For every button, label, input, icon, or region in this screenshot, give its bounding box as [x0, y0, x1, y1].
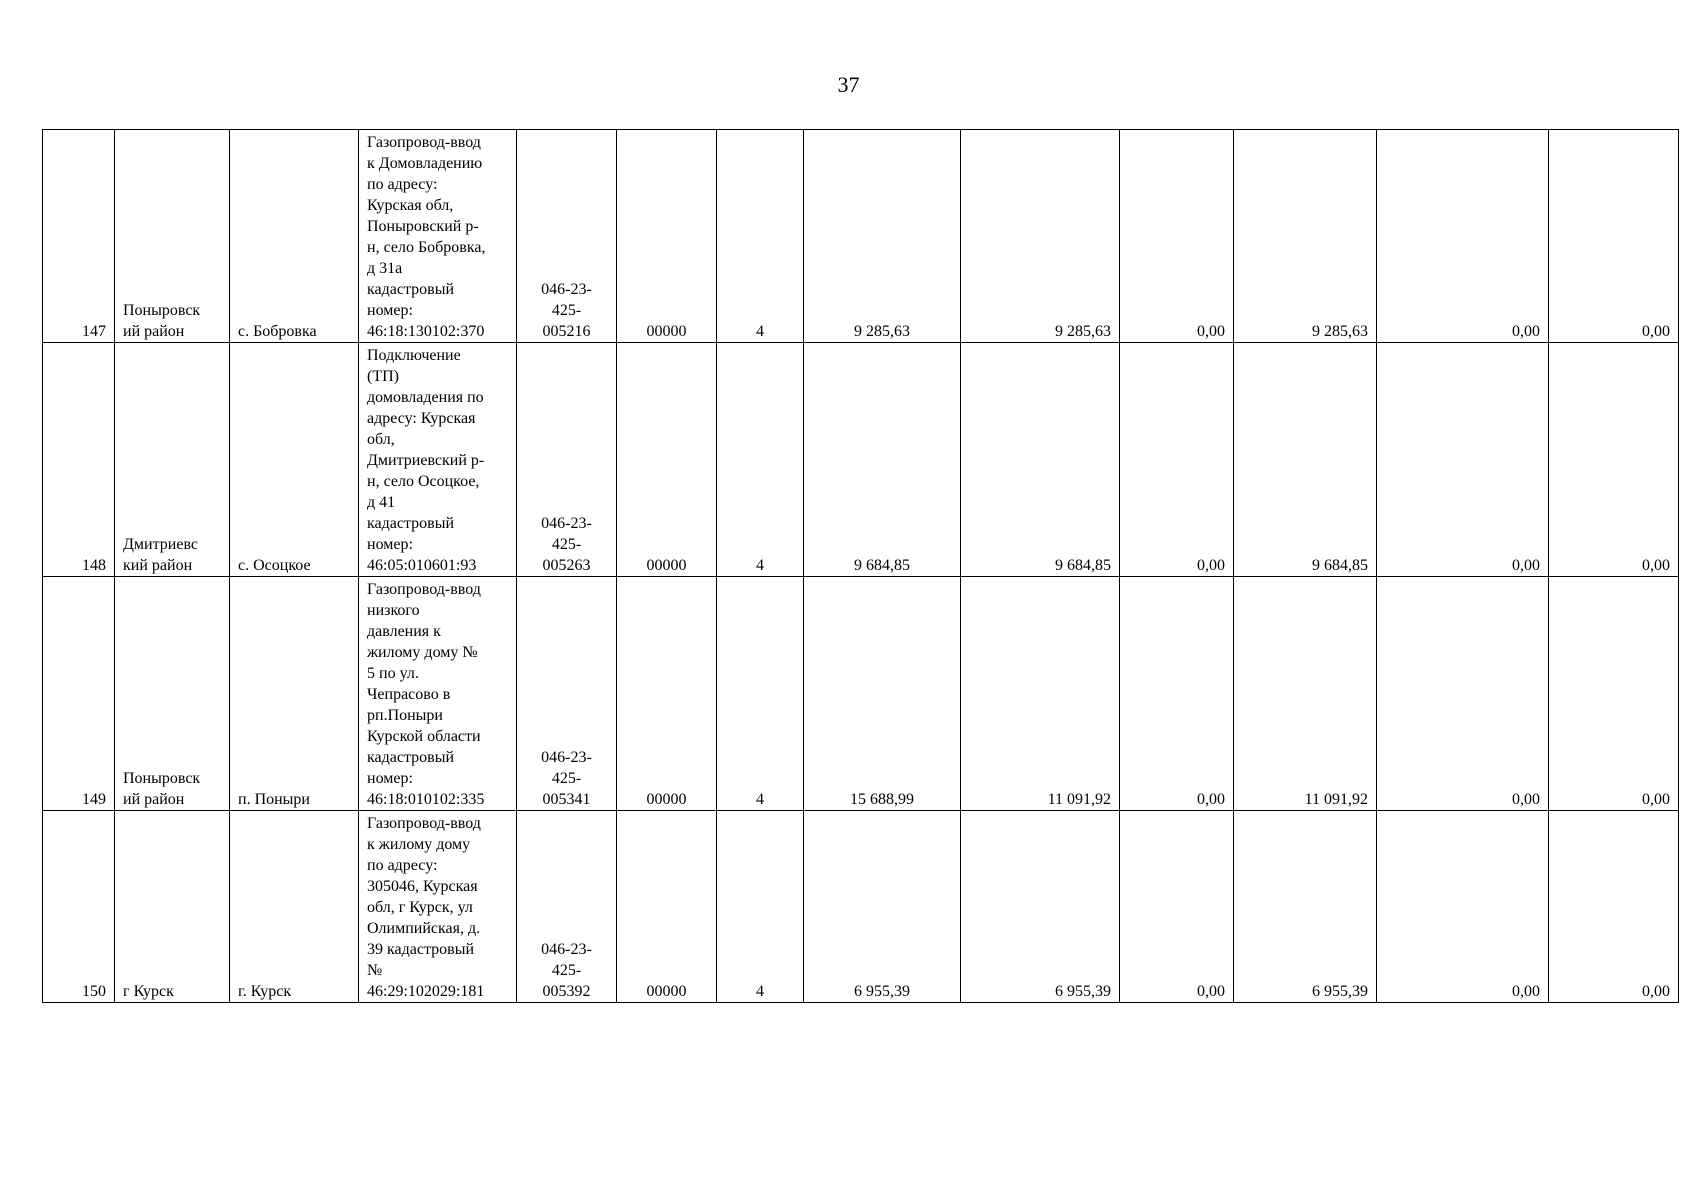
table-row	[43, 577, 1679, 811]
district-cell: Поныровск ий район	[115, 130, 230, 343]
page-number: 37	[837, 72, 860, 97]
district-cell: Поныровск ий район	[115, 577, 230, 811]
amount-cell-5: 0,00	[1377, 130, 1549, 343]
amount-cell-3: 0,00	[1120, 811, 1234, 1003]
amount-cell-3: 0,00	[1120, 577, 1234, 811]
registration-code-cell: 046-23- 425- 005263	[517, 343, 617, 577]
settlement-cell: с. Осоцкое	[230, 343, 359, 577]
table-row	[43, 130, 1679, 343]
registry-table	[42, 129, 1679, 1003]
amount-cell-4: 9 684,85	[1234, 343, 1377, 577]
count-cell: 4	[717, 811, 804, 1003]
amount-cell-5: 0,00	[1377, 811, 1549, 1003]
settlement-cell: с. Бобровка	[230, 130, 359, 343]
amount-total-cell: 15 688,99	[804, 577, 961, 811]
code-zeros-cell: 00000	[617, 343, 717, 577]
settlement-cell: г. Курск	[230, 811, 359, 1003]
amount-total-cell: 6 955,39	[804, 811, 961, 1003]
row-number-cell: 150	[43, 811, 115, 1003]
settlement-cell: п. Поныри	[230, 577, 359, 811]
object-description-cell: Газопровод-ввод к жилому дому по адресу: 305046, Курская обл, г Курск, ул Олимпийская, д. 39 кадастровый № 46:29:102029:181	[359, 811, 517, 1003]
amount-cell-4: 9 285,63	[1234, 130, 1377, 343]
row-number-cell: 149	[43, 577, 115, 811]
amount-cell-6: 0,00	[1549, 577, 1679, 811]
count-cell: 4	[717, 343, 804, 577]
amount-total-cell: 9 285,63	[804, 130, 961, 343]
amount-cell-6: 0,00	[1549, 130, 1679, 343]
district-cell: г Курск	[115, 811, 230, 1003]
row-number-cell: 147	[43, 130, 115, 343]
count-cell: 4	[717, 577, 804, 811]
amount-cell-6: 0,00	[1549, 343, 1679, 577]
table-row	[43, 811, 1679, 1003]
registry-body	[43, 130, 1679, 1003]
district-cell: Дмитриевс кий район	[115, 343, 230, 577]
amount-cell-3: 0,00	[1120, 130, 1234, 343]
amount-cell-4: 6 955,39	[1234, 811, 1377, 1003]
amount-cell-5: 0,00	[1377, 577, 1549, 811]
amount-total-cell: 9 684,85	[804, 343, 961, 577]
code-zeros-cell: 00000	[617, 577, 717, 811]
amount-cell-2: 9 684,85	[961, 343, 1120, 577]
object-description-cell: Подключение (ТП) домовладения по адресу: Курская обл, Дмитриевский р- н, село Осоцкое, д 41 кадастровый номер: 46:05:010601:93	[359, 343, 517, 577]
code-zeros-cell: 00000	[617, 811, 717, 1003]
amount-cell-2: 9 285,63	[961, 130, 1120, 343]
count-cell: 4	[717, 130, 804, 343]
amount-cell-4: 11 091,92	[1234, 577, 1377, 811]
amount-cell-2: 6 955,39	[961, 811, 1120, 1003]
registration-code-cell: 046-23- 425- 005216	[517, 130, 617, 343]
registration-code-cell: 046-23- 425- 005392	[517, 811, 617, 1003]
amount-cell-5: 0,00	[1377, 343, 1549, 577]
amount-cell-3: 0,00	[1120, 343, 1234, 577]
row-number-cell: 148	[43, 343, 115, 577]
object-description-cell: Газопровод-ввод низкого давления к жилому дому № 5 по ул. Чепрасово в рп.Поныри Курской области кадастровый номер: 46:18:010102:335	[359, 577, 517, 811]
amount-cell-2: 11 091,92	[961, 577, 1120, 811]
registration-code-cell: 046-23- 425- 005341	[517, 577, 617, 811]
amount-cell-6: 0,00	[1549, 811, 1679, 1003]
table-row	[43, 343, 1679, 577]
code-zeros-cell: 00000	[617, 130, 717, 343]
object-description-cell: Газопровод-ввод к Домовладению по адресу: Курская обл, Поныровский р- н, село Бобровка, д 31а кадастровый номер: 46:18:130102:370	[359, 130, 517, 343]
